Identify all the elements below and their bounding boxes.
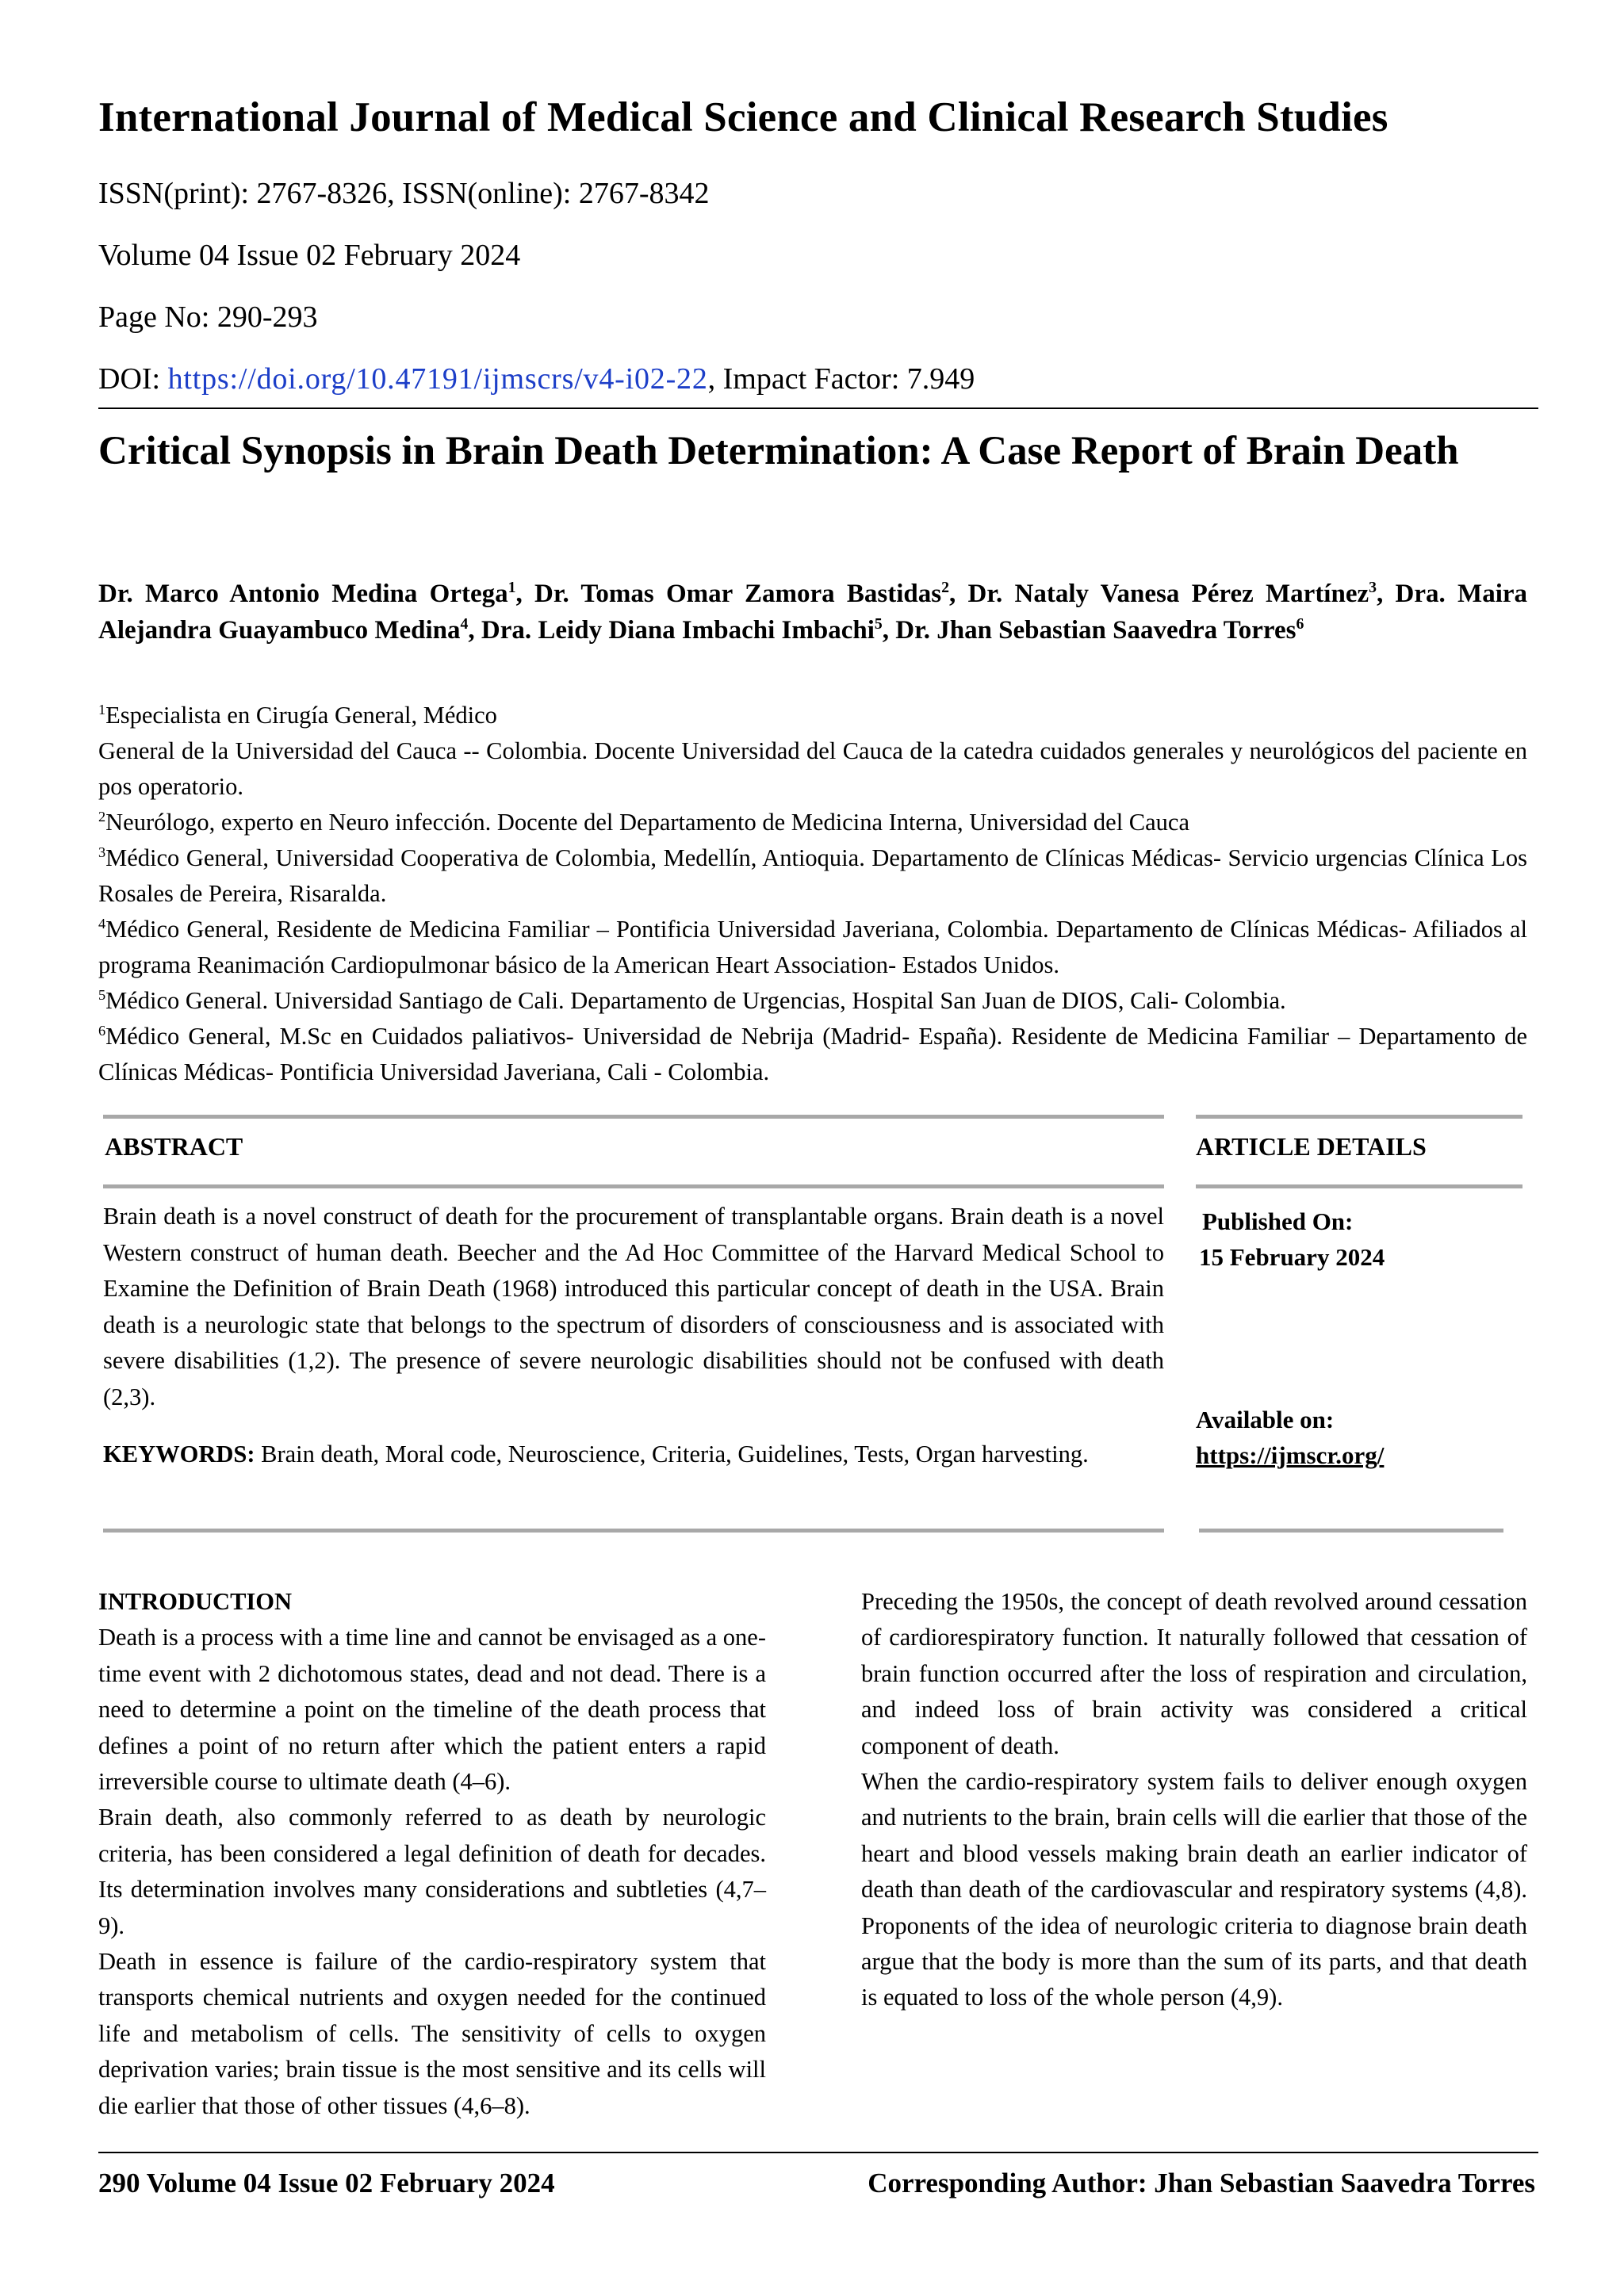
available-url-link[interactable]: https://ijmscr.org/ bbox=[1196, 1441, 1385, 1469]
affiliation-1-continued: General de la Universidad del Cauca -- Colombia. Docente Universidad del Cauca de la catedra cuidados generales y neurológicos del paciente en pos operatorio. bbox=[98, 737, 1527, 800]
details-header-rule bbox=[1196, 1184, 1522, 1188]
abstract-bottom-rule bbox=[103, 1529, 1164, 1533]
affiliation-3: $^3$Médico General, Universidad Cooperativa de Colombia, Medellín, Antioquia. Departamento de Clínicas Médicas- Servicio urgencias Clínica Los Rosales de Pereira, Risaralda. bbox=[98, 844, 1527, 907]
affiliation-1: $^1$Especialista en Cirugía General, Médico bbox=[98, 701, 497, 729]
body-paragraph: Death in essence is failure of the cardio-respiratory system that transports chemical nutrients and oxygen needed for the continued life and metabolism of cells. The sensitivity of cells to oxygen deprivation varies; brain tissue is the most sensitive and its cells will die earlier that those of other tissues (4,6–8). bbox=[98, 1948, 766, 2119]
keywords bbox=[103, 1437, 1164, 1473]
affiliation-6: $^6$Médico General, M.Sc en Cuidados paliativos- Universidad de Nebrija (Madrid- España). Residente de Medicina Familiar – Departamento de Clínicas Médicas- Pontificia Universidad Javeriana, Cali - Colombia. bbox=[98, 1022, 1527, 1085]
affiliation-4: $^4$Médico General, Residente de Medicina Familiar – Pontificia Universidad Javeriana, Colombia. Departamento de Clínicas Médicas- Afiliados al programa Reanimación Cardiopulmonar básico de la American Heart Association- Estados Unidos. bbox=[98, 915, 1527, 978]
available-label: Available on: bbox=[1196, 1406, 1335, 1433]
published-label: Published On: bbox=[1202, 1207, 1354, 1235]
author: Dr. Jhan Sebastian Saavedra Torres$^6$ bbox=[895, 615, 1304, 645]
volume-line: Volume 04 Issue 02 February 2024 bbox=[98, 239, 521, 272]
page-line: Page No: 290-293 bbox=[98, 300, 318, 334]
doi-label: DOI: bbox=[98, 362, 168, 396]
affiliation-2: $^2$Neurólogo, experto en Neuro infección. Docente del Departamento de Medicina Interna, Universidad del Cauca bbox=[98, 808, 1190, 836]
introduction-heading: INTRODUCTION bbox=[98, 1588, 293, 1615]
author: Dr. Marco Antonio Medina Ortega$^1$, bbox=[98, 579, 535, 608]
body-paragraph: When the cardio-respiratory system fails to deliver enough oxygen and nutrients to the brain, brain cells will die earlier that those of the heart and blood vessels making brain death an earlier indicator of death than death of the cardiovascular and respiratory systems (4,8). Proponents of the idea of neurologic criteria to diagnose brain death argue that the body is more than the sum of its parts, and that death is equated to loss of the whole person (4,9). bbox=[861, 1768, 1527, 2011]
details-top-rule bbox=[1196, 1115, 1522, 1119]
published-date: 15 February 2024 bbox=[1199, 1243, 1385, 1271]
footer-corresponding-author: Corresponding Author: Jhan Sebastian Saavedra Torres bbox=[868, 2168, 1535, 2198]
keywords-label: KEYWORDS: bbox=[103, 1441, 255, 1468]
author-list bbox=[98, 576, 1527, 649]
author: Dra. Leidy Diana Imbachi Imbachi$^5$, bbox=[481, 615, 896, 645]
abstract-text: Brain death is a novel construct of death for the procurement of transplantable organs. Brain death is a novel Western construct of human death. Beecher and the Ad Hoc Committee of the Harvard Medical School to Examine the Definition of Brain Death (1968) introduced this particular concept of death in the USA. Brain death is a neurologic state that belongs to the spectrum of disorders of consciousness and is associated with severe disabilities (1,2). The presence of severe neurologic disabilities should not be confused with death (2,3). bbox=[103, 1203, 1164, 1410]
header-rule bbox=[98, 408, 1538, 409]
left-column bbox=[98, 1584, 766, 2124]
affiliations bbox=[98, 698, 1527, 1090]
body-paragraph: Death is a process with a time line and cannot be envisaged as a one-time event with 2 dichotomous states, dead and not dead. There is a need to determine a point on the timeline of the death process that defines a point of no return after which the patient enters a rapid irreversible course to ultimate death (4–6). bbox=[98, 1624, 766, 1796]
footer-rule bbox=[98, 2152, 1538, 2153]
body-paragraph: Preceding the 1950s, the concept of death revolved around cessation of cardiorespiratory function. It naturally followed that cessation of brain function occurred after the loss of respiration and circulation, and indeed loss of brain activity was considered a critical component of death. bbox=[861, 1588, 1527, 1759]
author: Dr. Tomas Omar Zamora Bastidas$^2$, bbox=[534, 579, 968, 608]
doi-line bbox=[98, 362, 975, 396]
abstract-top-rule bbox=[103, 1115, 1164, 1119]
abstract-label: ABSTRACT bbox=[105, 1132, 243, 1161]
details-bottom-rule bbox=[1199, 1529, 1503, 1533]
journal-title: International Journal of Medical Science and Clinical Research Studies bbox=[98, 94, 1388, 140]
article-title: Critical Synopsis in Brain Death Determination: A Case Report of Brain Death bbox=[98, 429, 1459, 473]
footer-issue: 290 Volume 04 Issue 02 February 2024 bbox=[98, 2168, 555, 2198]
keywords-list: Brain death, Moral code, Neuroscience, Criteria, Guidelines, Tests, Organ harvesting. bbox=[255, 1441, 1089, 1468]
body-paragraph: Brain death, also commonly referred to as death by neurologic criteria, has been considered a legal definition of death for decades. Its determination involves many considerations and subtleties (4,7–9). bbox=[98, 1804, 766, 1939]
article-details-label: ARTICLE DETAILS bbox=[1196, 1132, 1427, 1161]
issn-line: ISSN(print): 2767-8326, ISSN(online): 2767-8342 bbox=[98, 177, 710, 210]
author: Dr. Nataly Vanesa Pérez Martínez$^3$, bbox=[967, 579, 1396, 608]
right-column bbox=[861, 1584, 1527, 2016]
doi-link[interactable]: https://doi.org/10.47191/ijmscrs/v4-i02-22 bbox=[167, 362, 708, 396]
affiliation-5: $^5$Médico General. Universidad Santiago de Cali. Departamento de Urgencias, Hospital San Juan de DIOS, Cali- Colombia. bbox=[98, 986, 1286, 1014]
abstract-header-rule bbox=[103, 1184, 1164, 1188]
author: Dra. Maira Alejandra Guayambuco Medina$^4$, bbox=[98, 580, 1528, 645]
impact-factor: , Impact Factor: 7.949 bbox=[707, 362, 975, 396]
